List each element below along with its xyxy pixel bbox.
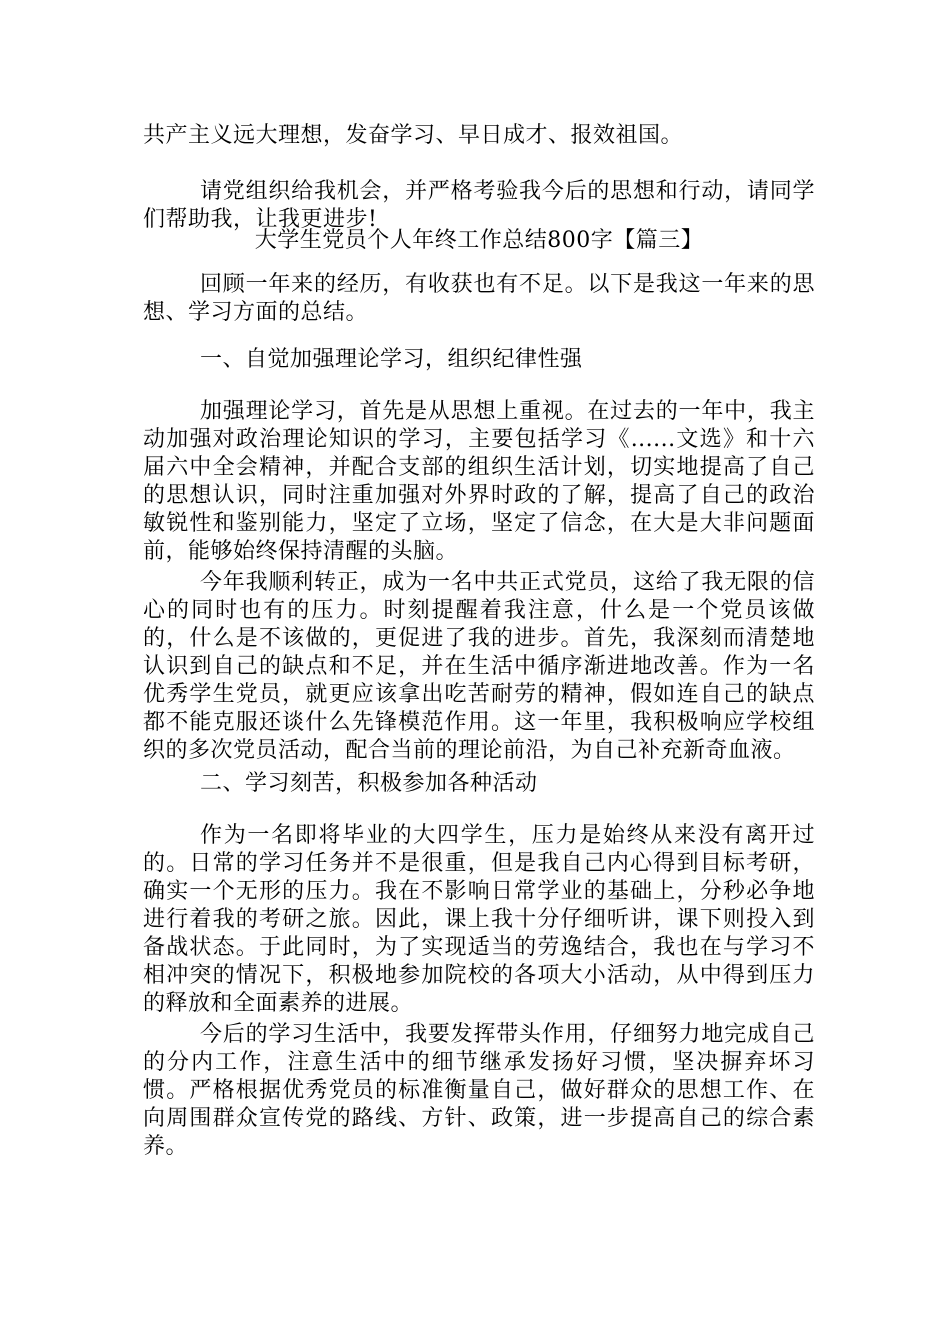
paragraph-future-plan: 今后的学习生活中，我要发挥带头作用，仔细努力地完成自己的分内工作，注意生活中的细节继承发扬好习惯，坚决摒弃坏习惯。严格根据优秀党员的标准衡量自己，做好群众的思想工作、在向周围群众宣传党的路线、方针、政策，进一步提高自己的综合素养。: [143, 1022, 815, 1159]
paragraph-review: 回顾一年来的经历，有收获也有不足。以下是我这一年来的思想、学习方面的总结。: [143, 272, 815, 325]
section-title: 大学生党员个人年终工作总结800字【篇三】: [254, 228, 704, 253]
paragraph-theory-study: 加强理论学习，首先是从思想上重视。在过去的一年中，我主动加强对政治理论知识的学习，主要包括学习《......文选》和十六届六中全会精神，并配合支部的组织生活计划，切实地提高了自己的思想认识，同时注重加强对外界时政的了解，提高了自己的政治敏锐性和鉴别能力，坚定了立场，坚定了信念，在大是大非问题面前，能够始终保持清醒的头脑。: [143, 399, 815, 564]
paragraph-request: 请党组织给我机会，并严格考验我今后的思想和行动，请同学们帮助我，让我更进步!: [143, 179, 815, 232]
heading-study-activities: 二、学习刻苦，积极参加各种活动: [200, 771, 538, 796]
paragraph-continuation: 共产主义远大理想，发奋学习、早日成才、报效祖国。: [143, 123, 684, 148]
paragraph-senior-study: 作为一名即将毕业的大四学生，压力是始终从来没有离开过的。日常的学习任务并不是很重，但是我自己内心得到目标考研，确实一个无形的压力。我在不影响日常学业的基础上，分秒必争地进行着我的考研之旅。因此，课上我十分仔细听讲，课下则投入到备战状态。于此同时，为了实现适当的劳逸结合，我也在与学习不相冲突的情况下，积极地参加院校的各项大小活动，从中得到压力的释放和全面素养的进展。: [143, 823, 815, 1016]
heading-theory-study: 一、自觉加强理论学习，组织纪律性强: [200, 347, 583, 372]
paragraph-party-member: 今年我顺利转正，成为一名中共正式党员，这给了我无限的信心的同时也有的压力。时刻提醒着我注意，什么是一个党员该做的，什么是不该做的，更促进了我的进步。首先，我深刻而清楚地认识到自己的缺点和不足，并在生活中循序渐进地改善。作为一名优秀学生党员，就更应该拿出吃苦耐劳的精神，假如连自己的缺点都不能克服还谈什么先锋模范作用。这一年里，我积极响应学校组织的多次党员活动，配合当前的理论前沿，为自己补充新奇血液。: [143, 570, 815, 763]
